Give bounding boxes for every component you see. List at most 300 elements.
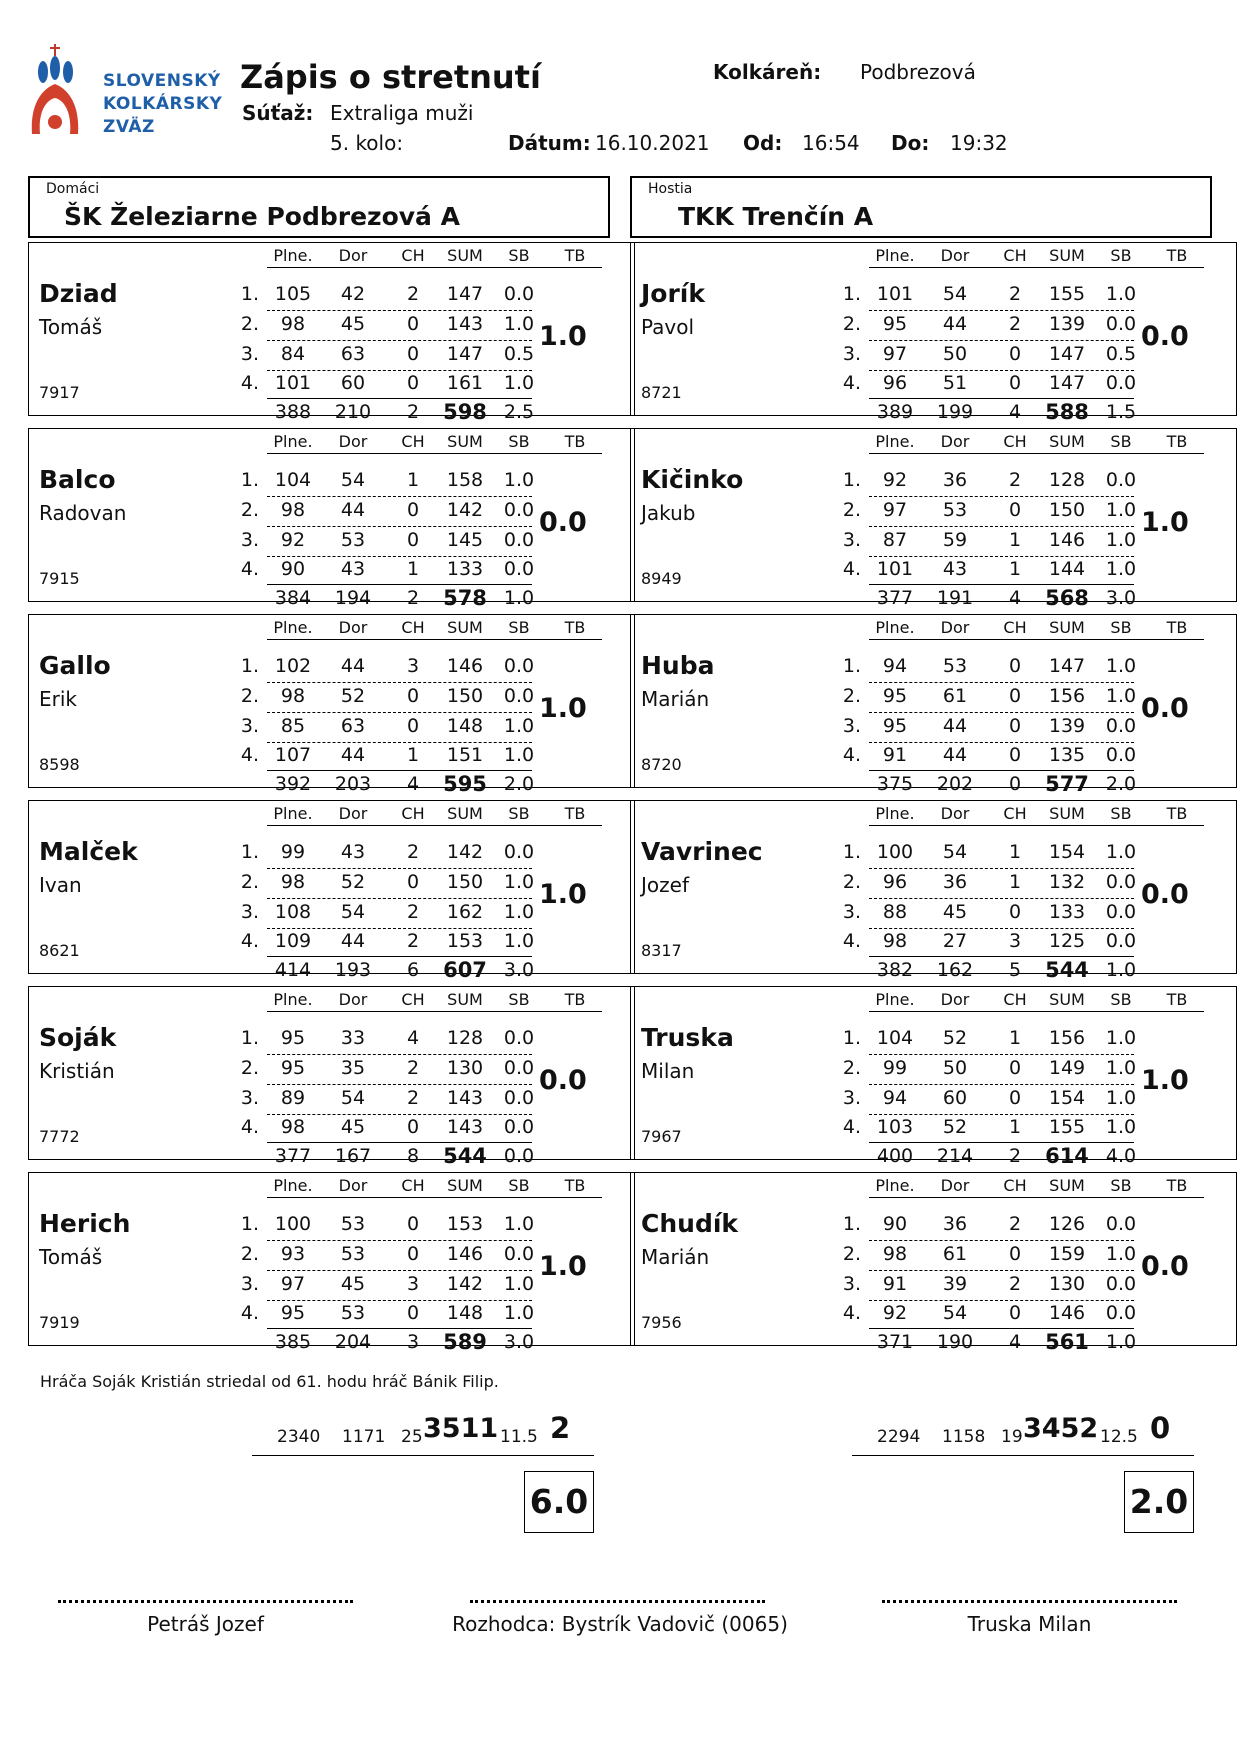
row-number: 4.: [842, 744, 861, 766]
total-cell: 214: [936, 1145, 974, 1167]
row-cell: 54: [942, 283, 968, 305]
total-cell: 5: [1008, 959, 1022, 981]
column-header: Plne.: [273, 1176, 313, 1195]
away-total-line: [852, 1455, 1194, 1456]
row-cell: 0.0: [1105, 715, 1137, 737]
column-header: Plne.: [875, 990, 915, 1009]
row-cell: 95: [882, 715, 908, 737]
column-header: Dor: [940, 990, 970, 1009]
row-number: 1.: [842, 841, 861, 863]
row-cell: 101: [274, 372, 312, 394]
row-divider: [869, 1084, 1134, 1085]
row-cell: 147: [1048, 372, 1086, 394]
row-divider: [267, 1240, 532, 1241]
row-divider: [869, 1300, 1134, 1301]
away-total-sum: 3452: [1023, 1413, 1099, 1444]
row-cell: 1: [1008, 1116, 1022, 1138]
row-cell: 52: [340, 871, 366, 893]
player-last-name: Kičinko: [641, 465, 744, 494]
column-header: Plne.: [273, 432, 313, 451]
row-cell: 1.0: [503, 313, 535, 335]
row-cell: 36: [942, 871, 968, 893]
logo-text: SLOVENSKÝ KOLKÁRSKY ZVÄZ: [103, 71, 223, 137]
row-cell: 44: [340, 655, 366, 677]
row-cell: 155: [1048, 1116, 1086, 1138]
row-cell: 1: [406, 744, 420, 766]
row-cell: 1.0: [1105, 499, 1137, 521]
row-divider: [267, 496, 532, 497]
row-cell: 1: [1008, 871, 1022, 893]
player-registration: 7915: [39, 569, 80, 588]
row-cell: 0.5: [1105, 343, 1137, 365]
column-header: SB: [508, 432, 530, 451]
row-cell: 96: [882, 871, 908, 893]
row-cell: 97: [882, 499, 908, 521]
column-header: SB: [1110, 246, 1132, 265]
row-cell: 103: [876, 1116, 914, 1138]
row-cell: 2: [406, 930, 420, 952]
row-cell: 1.0: [503, 744, 535, 766]
row-cell: 45: [340, 313, 366, 335]
row-cell: 36: [942, 1213, 968, 1235]
row-cell: 1.0: [1105, 529, 1137, 551]
row-cell: 0: [1008, 372, 1022, 394]
column-header: SB: [1110, 990, 1132, 1009]
home-signature: Petráš Jozef: [147, 1612, 264, 1636]
player-last-name: Dziad: [39, 279, 118, 308]
column-header: SB: [508, 1176, 530, 1195]
row-cell: 147: [1048, 343, 1086, 365]
row-number: 3.: [842, 1087, 861, 1109]
row-cell: 130: [446, 1057, 484, 1079]
column-header: SB: [1110, 432, 1132, 451]
row-cell: 143: [446, 1087, 484, 1109]
total-cell: 210: [334, 401, 372, 423]
column-header: SB: [508, 990, 530, 1009]
sutaz-value: Extraliga muži: [330, 101, 474, 125]
total-line: [869, 1328, 1134, 1329]
total-cell: 2: [1008, 1145, 1022, 1167]
total-cell: 4: [1008, 1331, 1022, 1353]
away-total-tb: 0: [1150, 1411, 1171, 1445]
column-header: SB: [1110, 1176, 1132, 1195]
column-header: TB: [1166, 246, 1188, 265]
header-line: [869, 825, 1204, 826]
row-divider: [869, 868, 1134, 869]
away-caption: Hostia: [648, 181, 693, 197]
total-cell: 4: [406, 773, 420, 795]
away-total-ch: 19: [1001, 1427, 1023, 1447]
column-header: SUM: [447, 246, 483, 265]
row-cell: 51: [942, 372, 968, 394]
player-registration: 8720: [641, 755, 682, 774]
total-sum: 561: [1045, 1330, 1089, 1354]
row-cell: 1.0: [503, 715, 535, 737]
row-cell: 1: [1008, 558, 1022, 580]
player-first-name: Erik: [39, 687, 77, 711]
row-cell: 0: [406, 529, 420, 551]
away-signature: Truska Milan: [967, 1612, 1092, 1636]
player-last-name: Truska: [641, 1023, 734, 1052]
player-tb: 0.0: [1141, 879, 1189, 910]
total-cell: 3.0: [503, 959, 535, 981]
row-number: 2.: [240, 1057, 259, 1079]
total-cell: 382: [876, 959, 914, 981]
total-cell: 193: [334, 959, 372, 981]
header-line: [267, 453, 602, 454]
row-divider: [869, 712, 1134, 713]
header-line: [869, 639, 1204, 640]
column-header: SUM: [447, 1176, 483, 1195]
row-cell: 95: [280, 1057, 306, 1079]
home-points-box: 6.0: [524, 1471, 594, 1533]
row-cell: 0: [406, 871, 420, 893]
total-cell: 2: [406, 587, 420, 609]
row-cell: 154: [1048, 1087, 1086, 1109]
row-divider: [869, 340, 1134, 341]
row-cell: 93: [280, 1243, 306, 1265]
row-cell: 0: [1008, 715, 1022, 737]
substitution-note: Hráča Soják Kristián striedal od 61. hodu hráč Bánik Filip.: [40, 1372, 499, 1391]
column-header: CH: [1003, 432, 1027, 451]
total-cell: 8: [406, 1145, 420, 1167]
total-sum: 589: [443, 1330, 487, 1354]
home-total-line: [252, 1455, 594, 1456]
row-cell: 156: [1048, 1027, 1086, 1049]
player-tb: 0.0: [539, 507, 587, 538]
total-cell: 1.0: [503, 587, 535, 609]
column-header: SB: [508, 618, 530, 637]
row-divider: [267, 370, 532, 371]
row-cell: 89: [280, 1087, 306, 1109]
row-cell: 61: [942, 685, 968, 707]
row-number: 1.: [842, 655, 861, 677]
total-sum: 614: [1045, 1144, 1089, 1168]
column-header: SB: [508, 804, 530, 823]
player-first-name: Kristián: [39, 1059, 115, 1083]
row-cell: 88: [882, 901, 908, 923]
row-cell: 0.5: [503, 343, 535, 365]
header-line: [267, 1197, 602, 1198]
away-team-box: [630, 176, 1212, 238]
row-number: 3.: [842, 343, 861, 365]
row-cell: 54: [340, 469, 366, 491]
row-cell: 44: [942, 313, 968, 335]
total-cell: 377: [274, 1145, 312, 1167]
row-number: 3.: [240, 529, 259, 551]
row-cell: 151: [446, 744, 484, 766]
total-cell: 203: [334, 773, 372, 795]
player-card: [630, 800, 1237, 982]
total-cell: 191: [936, 587, 974, 609]
row-number: 1.: [842, 1027, 861, 1049]
row-cell: 139: [1048, 715, 1086, 737]
row-cell: 98: [280, 499, 306, 521]
player-tb: 1.0: [539, 693, 587, 724]
total-sum: 544: [443, 1144, 487, 1168]
kolo-value: 5. kolo:: [330, 131, 404, 155]
row-cell: 143: [446, 313, 484, 335]
row-cell: 133: [446, 558, 484, 580]
row-number: 1.: [842, 283, 861, 305]
player-last-name: Jorík: [641, 279, 706, 308]
row-divider: [267, 556, 532, 557]
row-divider: [869, 742, 1134, 743]
row-cell: 3: [406, 1273, 420, 1295]
row-cell: 0: [406, 313, 420, 335]
column-header: TB: [564, 990, 586, 1009]
do-label: Do:: [891, 131, 930, 155]
row-cell: 44: [942, 744, 968, 766]
row-divider: [869, 1054, 1134, 1055]
referee-signature-line: [470, 1600, 765, 1603]
column-header: CH: [1003, 1176, 1027, 1195]
row-divider: [869, 370, 1134, 371]
row-divider: [267, 928, 532, 929]
row-cell: 146: [446, 1243, 484, 1265]
row-divider: [267, 340, 532, 341]
row-cell: 0: [406, 372, 420, 394]
total-cell: 414: [274, 959, 312, 981]
row-cell: 95: [280, 1302, 306, 1324]
row-cell: 91: [882, 1273, 908, 1295]
row-number: 1.: [240, 655, 259, 677]
total-cell: 2.0: [1105, 773, 1137, 795]
row-number: 4.: [240, 1116, 259, 1138]
player-tb: 1.0: [1141, 507, 1189, 538]
player-tb: 0.0: [1141, 321, 1189, 352]
player-last-name: Chudík: [641, 1209, 739, 1238]
row-cell: 39: [942, 1273, 968, 1295]
row-cell: 0.0: [1105, 313, 1137, 335]
row-cell: 52: [942, 1116, 968, 1138]
header-line: [267, 267, 602, 268]
column-header: TB: [1166, 618, 1188, 637]
row-cell: 53: [340, 529, 366, 551]
player-registration: 7919: [39, 1313, 80, 1332]
column-header: TB: [564, 804, 586, 823]
bowling-pins-logo-icon: [28, 44, 108, 144]
row-cell: 98: [280, 313, 306, 335]
row-divider: [869, 682, 1134, 683]
row-cell: 99: [882, 1057, 908, 1079]
row-divider: [267, 1114, 532, 1115]
player-last-name: Herich: [39, 1209, 131, 1238]
row-cell: 98: [280, 871, 306, 893]
column-header: TB: [1166, 804, 1188, 823]
row-cell: 2: [1008, 1213, 1022, 1235]
row-cell: 147: [446, 283, 484, 305]
total-line: [267, 1328, 532, 1329]
player-first-name: Ivan: [39, 873, 82, 897]
row-number: 3.: [842, 1273, 861, 1295]
home-team-name: ŠK Železiarne Podbrezová A: [64, 202, 460, 231]
od-value: 16:54: [802, 131, 860, 155]
row-number: 2.: [842, 1243, 861, 1265]
away-team-name: TKK Trenčín A: [678, 202, 874, 231]
row-cell: 50: [942, 343, 968, 365]
home-team-box: [28, 176, 610, 238]
total-sum: 598: [443, 400, 487, 424]
total-cell: 204: [334, 1331, 372, 1353]
total-line: [267, 584, 532, 585]
header-line: [869, 1197, 1204, 1198]
total-cell: 0.0: [503, 1145, 535, 1167]
row-number: 4.: [842, 372, 861, 394]
column-header: TB: [1166, 1176, 1188, 1195]
column-header: TB: [564, 618, 586, 637]
column-header: CH: [1003, 246, 1027, 265]
row-number: 4.: [240, 744, 259, 766]
column-header: Dor: [338, 990, 368, 1009]
row-number: 4.: [240, 372, 259, 394]
row-cell: 2: [1008, 283, 1022, 305]
row-cell: 92: [280, 529, 306, 551]
row-number: 3.: [842, 715, 861, 737]
row-cell: 91: [882, 744, 908, 766]
row-divider: [267, 682, 532, 683]
row-cell: 1.0: [1105, 685, 1137, 707]
row-cell: 90: [882, 1213, 908, 1235]
row-cell: 54: [340, 1087, 366, 1109]
player-first-name: Tomáš: [39, 315, 103, 339]
total-cell: 0: [1008, 773, 1022, 795]
row-cell: 96: [882, 372, 908, 394]
row-cell: 1.0: [1105, 655, 1137, 677]
total-cell: 3.0: [1105, 587, 1137, 609]
row-cell: 1.0: [1105, 1243, 1137, 1265]
player-card: [28, 614, 635, 796]
row-cell: 130: [1048, 1273, 1086, 1295]
page-title: Zápis o stretnutí: [240, 58, 541, 96]
row-cell: 0: [406, 1116, 420, 1138]
total-line: [869, 770, 1134, 771]
column-header: SB: [508, 246, 530, 265]
column-header: CH: [401, 804, 425, 823]
total-line: [267, 770, 532, 771]
row-cell: 0.0: [1105, 871, 1137, 893]
row-cell: 4: [406, 1027, 420, 1049]
row-cell: 84: [280, 343, 306, 365]
row-cell: 94: [882, 1087, 908, 1109]
player-tb: 1.0: [1141, 1065, 1189, 1096]
player-last-name: Vavrinec: [641, 837, 763, 866]
row-cell: 102: [274, 655, 312, 677]
row-cell: 1.0: [503, 469, 535, 491]
player-tb: 1.0: [539, 879, 587, 910]
row-cell: 0: [1008, 1057, 1022, 1079]
total-sum: 595: [443, 772, 487, 796]
row-cell: 27: [942, 930, 968, 952]
player-first-name: Tomáš: [39, 1245, 103, 1269]
total-line: [267, 956, 532, 957]
row-cell: 0.0: [503, 1027, 535, 1049]
row-cell: 149: [1048, 1057, 1086, 1079]
total-sum: 578: [443, 586, 487, 610]
row-cell: 1: [1008, 841, 1022, 863]
row-cell: 2: [1008, 469, 1022, 491]
player-registration: 8317: [641, 941, 682, 960]
total-cell: 3: [406, 1331, 420, 1353]
row-cell: 87: [882, 529, 908, 551]
row-cell: 0: [1008, 499, 1022, 521]
header-line: [267, 1011, 602, 1012]
player-first-name: Radovan: [39, 501, 127, 525]
column-header: Plne.: [273, 990, 313, 1009]
row-cell: 99: [280, 841, 306, 863]
row-cell: 1.0: [503, 1273, 535, 1295]
row-cell: 92: [882, 469, 908, 491]
total-cell: 1.0: [1105, 1331, 1137, 1353]
column-header: Dor: [940, 432, 970, 451]
column-header: Dor: [338, 804, 368, 823]
row-cell: 59: [942, 529, 968, 551]
total-cell: 202: [936, 773, 974, 795]
total-cell: 3.0: [503, 1331, 535, 1353]
row-cell: 142: [446, 1273, 484, 1295]
column-header: TB: [1166, 990, 1188, 1009]
row-cell: 1.0: [503, 1302, 535, 1324]
column-header: Dor: [338, 1176, 368, 1195]
row-cell: 2: [406, 1057, 420, 1079]
total-cell: 199: [936, 401, 974, 423]
row-number: 2.: [240, 685, 259, 707]
player-registration: 7772: [39, 1127, 80, 1146]
column-header: Plne.: [273, 246, 313, 265]
total-cell: 400: [876, 1145, 914, 1167]
row-cell: 53: [942, 655, 968, 677]
row-cell: 0: [406, 1302, 420, 1324]
column-header: CH: [401, 432, 425, 451]
player-card: [630, 614, 1237, 796]
player-registration: 8621: [39, 941, 80, 960]
total-line: [869, 584, 1134, 585]
row-cell: 133: [1048, 901, 1086, 923]
column-header: Dor: [338, 432, 368, 451]
row-number: 1.: [240, 1027, 259, 1049]
row-number: 4.: [842, 558, 861, 580]
column-header: Plne.: [875, 432, 915, 451]
row-divider: [267, 1054, 532, 1055]
row-cell: 92: [882, 1302, 908, 1324]
row-cell: 1.0: [1105, 841, 1137, 863]
total-line: [267, 398, 532, 399]
row-cell: 0: [1008, 1087, 1022, 1109]
column-header: CH: [401, 618, 425, 637]
row-cell: 147: [446, 343, 484, 365]
column-header: SB: [1110, 804, 1132, 823]
away-total-sb: 12.5: [1100, 1427, 1138, 1447]
row-number: 4.: [240, 558, 259, 580]
total-cell: 388: [274, 401, 312, 423]
row-cell: 60: [340, 372, 366, 394]
column-header: SUM: [1049, 246, 1085, 265]
row-cell: 107: [274, 744, 312, 766]
row-cell: 90: [280, 558, 306, 580]
row-cell: 53: [942, 499, 968, 521]
row-cell: 162: [446, 901, 484, 923]
row-cell: 3: [1008, 930, 1022, 952]
row-cell: 158: [446, 469, 484, 491]
row-cell: 2: [406, 1087, 420, 1109]
row-divider: [267, 310, 532, 311]
row-cell: 0: [1008, 901, 1022, 923]
player-last-name: Malček: [39, 837, 138, 866]
player-card: [630, 1172, 1237, 1354]
row-number: 2.: [240, 1243, 259, 1265]
player-tb: 0.0: [1141, 693, 1189, 724]
row-number: 1.: [842, 1213, 861, 1235]
